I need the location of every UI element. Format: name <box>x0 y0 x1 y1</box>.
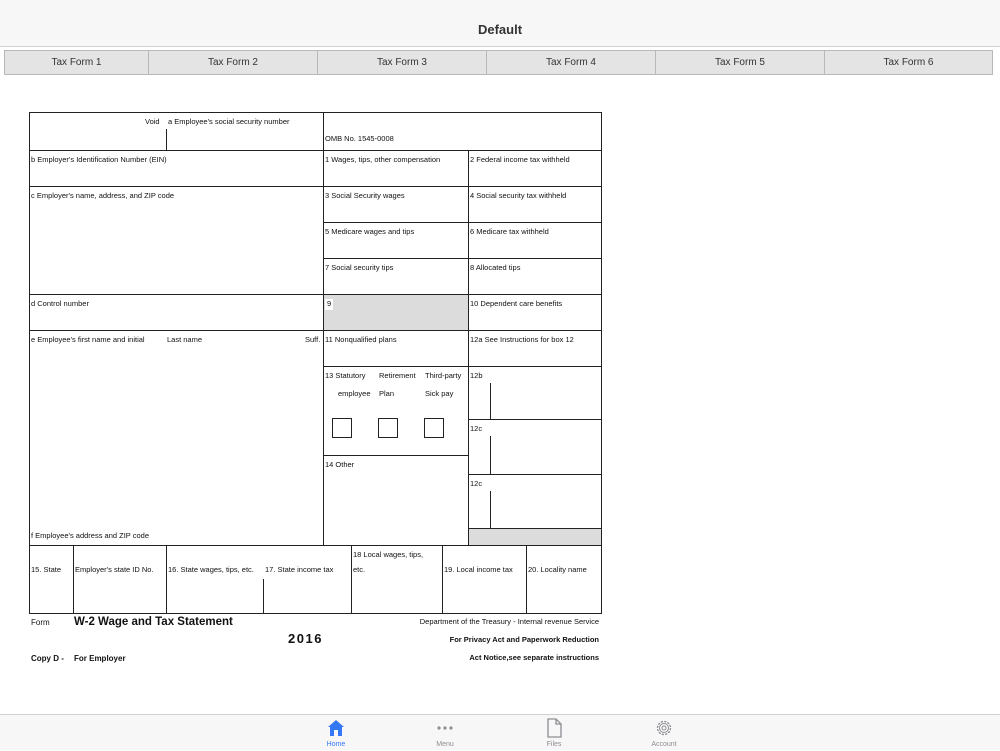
form-title: W-2 Wage and Tax Statement <box>74 616 233 628</box>
field-employer-ein[interactable] <box>29 150 324 187</box>
box20-label: 20. Locality name <box>528 565 587 574</box>
box17-label: 17. State income tax <box>265 565 334 574</box>
field-box6-medicare-tax[interactable] <box>468 222 602 259</box>
form-year: 2016 <box>288 631 323 646</box>
document-icon <box>544 718 564 738</box>
box6-label: 6 Medicare tax withheld <box>470 227 549 236</box>
tab-tax-form-1[interactable]: Tax Form 1 <box>4 50 149 75</box>
field-box11-nonqualified[interactable] <box>323 330 469 367</box>
void-label: Void <box>145 117 160 126</box>
ssn-divider <box>166 129 167 151</box>
field-employee-ssn[interactable] <box>29 112 324 151</box>
field-box12d[interactable] <box>468 474 602 529</box>
field-box10-dependent-care[interactable] <box>468 294 602 331</box>
tab-files-label: Files <box>546 741 562 748</box>
box7-label: 7 Social security tips <box>325 263 394 272</box>
box18-label-line2: etc. <box>353 565 366 574</box>
employee-last-name-label: Last name <box>167 335 203 344</box>
state-id-label: Employer's state ID No. <box>75 565 154 574</box>
nav-title: Default <box>477 22 523 37</box>
box11-label: 11 Nonqualified plans <box>325 335 397 344</box>
box12d-label: 12c <box>470 479 483 488</box>
privacy-act-label: For Privacy Act and Paperwork Reduction <box>449 635 599 644</box>
box1-label: 1 Wages, tips, other compensation <box>325 155 441 164</box>
field-box8-allocated-tips[interactable] <box>468 258 602 295</box>
box12d-divider <box>490 491 491 529</box>
field-box5-medicare-wages[interactable] <box>323 222 469 259</box>
tab-account[interactable] <box>634 715 694 751</box>
employer-name-label: c Employer's name, address, and ZIP code <box>31 191 175 200</box>
field-employer-name-address[interactable] <box>29 186 324 295</box>
box8-label: 8 Allocated tips <box>470 263 521 272</box>
act-notice-label: Act Notice,see separate instructions <box>469 653 599 662</box>
for-employer-label: For Employer <box>74 654 126 663</box>
employee-address-label: f Employee's address and ZIP code <box>31 531 150 540</box>
box14-label: 14 Other <box>325 460 355 469</box>
tab-home-label: Home <box>326 741 346 748</box>
field-box15-state[interactable] <box>29 545 74 614</box>
tab-account-label: Account <box>651 741 677 748</box>
box12b-label: 12b <box>470 371 483 380</box>
navigation-bar <box>0 0 1000 47</box>
box5-label: 5 Medicare wages and tips <box>325 227 415 236</box>
omb-box <box>323 112 602 151</box>
retirement-label: Retirement <box>379 371 416 380</box>
box3-label: 3 Social Security wages <box>325 191 405 200</box>
omb-number: OMB No. 1545-0008 <box>325 134 394 143</box>
tab-menu[interactable] <box>415 715 475 751</box>
tab-tax-form-6[interactable]: Tax Form 6 <box>825 50 993 75</box>
field-employee-name-address[interactable] <box>29 330 324 546</box>
field-box12a[interactable] <box>468 330 602 367</box>
third-party-sick-pay-checkbox[interactable] <box>424 418 444 438</box>
field-box14-other[interactable] <box>323 455 469 546</box>
field-control-number[interactable] <box>29 294 324 331</box>
tab-menu-label: Menu <box>436 741 454 748</box>
box9-shaded <box>323 294 469 331</box>
field-box1-wages[interactable] <box>323 150 469 187</box>
bottom-tab-bar <box>0 714 1000 750</box>
tab-tax-form-2[interactable]: Tax Form 2 <box>149 50 318 75</box>
field-box12b[interactable] <box>468 366 602 420</box>
sick-pay-label: Sick pay <box>425 389 454 398</box>
employee-suffix-label: Suff. <box>305 335 321 344</box>
ein-label: b Employer's Identification Number (EIN) <box>31 155 167 164</box>
field-box2-federal-tax[interactable] <box>468 150 602 187</box>
statutory-employee-checkbox[interactable] <box>332 418 352 438</box>
box18-label-line1: 18 Local wages, tips, <box>353 550 424 559</box>
box9-label: 9 <box>327 299 332 308</box>
tab-tax-form-3[interactable]: Tax Form 3 <box>318 50 487 75</box>
tab-files[interactable] <box>524 715 584 751</box>
treasury-label: Department of the Treasury - Internal revenue Service <box>419 617 599 626</box>
field-box4-ss-tax[interactable] <box>468 186 602 223</box>
box12a-label: 12a See Instructions for box 12 <box>470 335 574 344</box>
box16-label: 16. State wages, tips, etc. <box>168 565 254 574</box>
shaded-box <box>468 528 602 546</box>
ssn-label: a Employee's social security number <box>168 117 290 126</box>
box12b-divider <box>490 383 491 420</box>
tab-tax-form-5[interactable]: Tax Form 5 <box>656 50 825 75</box>
box19-label: 19. Local income tax <box>444 565 513 574</box>
field-box12c[interactable] <box>468 419 602 475</box>
box16-17-divider <box>263 579 264 614</box>
field-box20-locality[interactable] <box>526 545 602 614</box>
box13-label: 13 Statutory <box>325 371 366 380</box>
field-box3-ss-wages[interactable] <box>323 186 469 223</box>
box12c-label: 12c <box>470 424 483 433</box>
field-box19-local-tax[interactable] <box>442 545 527 614</box>
field-box7-ss-tips[interactable] <box>323 258 469 295</box>
gear-icon <box>654 718 674 738</box>
third-party-label: Third-party <box>425 371 462 380</box>
box4-label: 4 Social security tax withheld <box>470 191 567 200</box>
tax-form-tabs <box>4 50 993 75</box>
w2-form <box>29 112 602 614</box>
tab-home[interactable] <box>306 715 366 751</box>
box13-checkboxes <box>323 366 469 456</box>
retirement-plan-checkbox[interactable] <box>378 418 398 438</box>
field-box18-local-wages[interactable] <box>351 545 443 614</box>
copy-label: Copy D - <box>31 654 64 663</box>
box12c-divider <box>490 436 491 475</box>
box15-label: 15. State <box>31 565 62 574</box>
employee-label: employee <box>338 389 371 398</box>
form-word: Form <box>31 618 50 627</box>
tab-tax-form-4[interactable]: Tax Form 4 <box>487 50 656 75</box>
box10-label: 10 Dependent care benefits <box>470 299 563 308</box>
home-icon <box>326 718 346 738</box>
box2-label: 2 Federal income tax withheld <box>470 155 570 164</box>
field-employer-state-id[interactable] <box>73 545 167 614</box>
employee-first-name-label: e Employee's first name and initial <box>31 335 145 344</box>
field-box16-17-state[interactable] <box>166 545 352 614</box>
control-number-label: d Control number <box>31 299 89 308</box>
plan-label: Plan <box>379 389 395 398</box>
ellipsis-icon <box>435 718 455 738</box>
